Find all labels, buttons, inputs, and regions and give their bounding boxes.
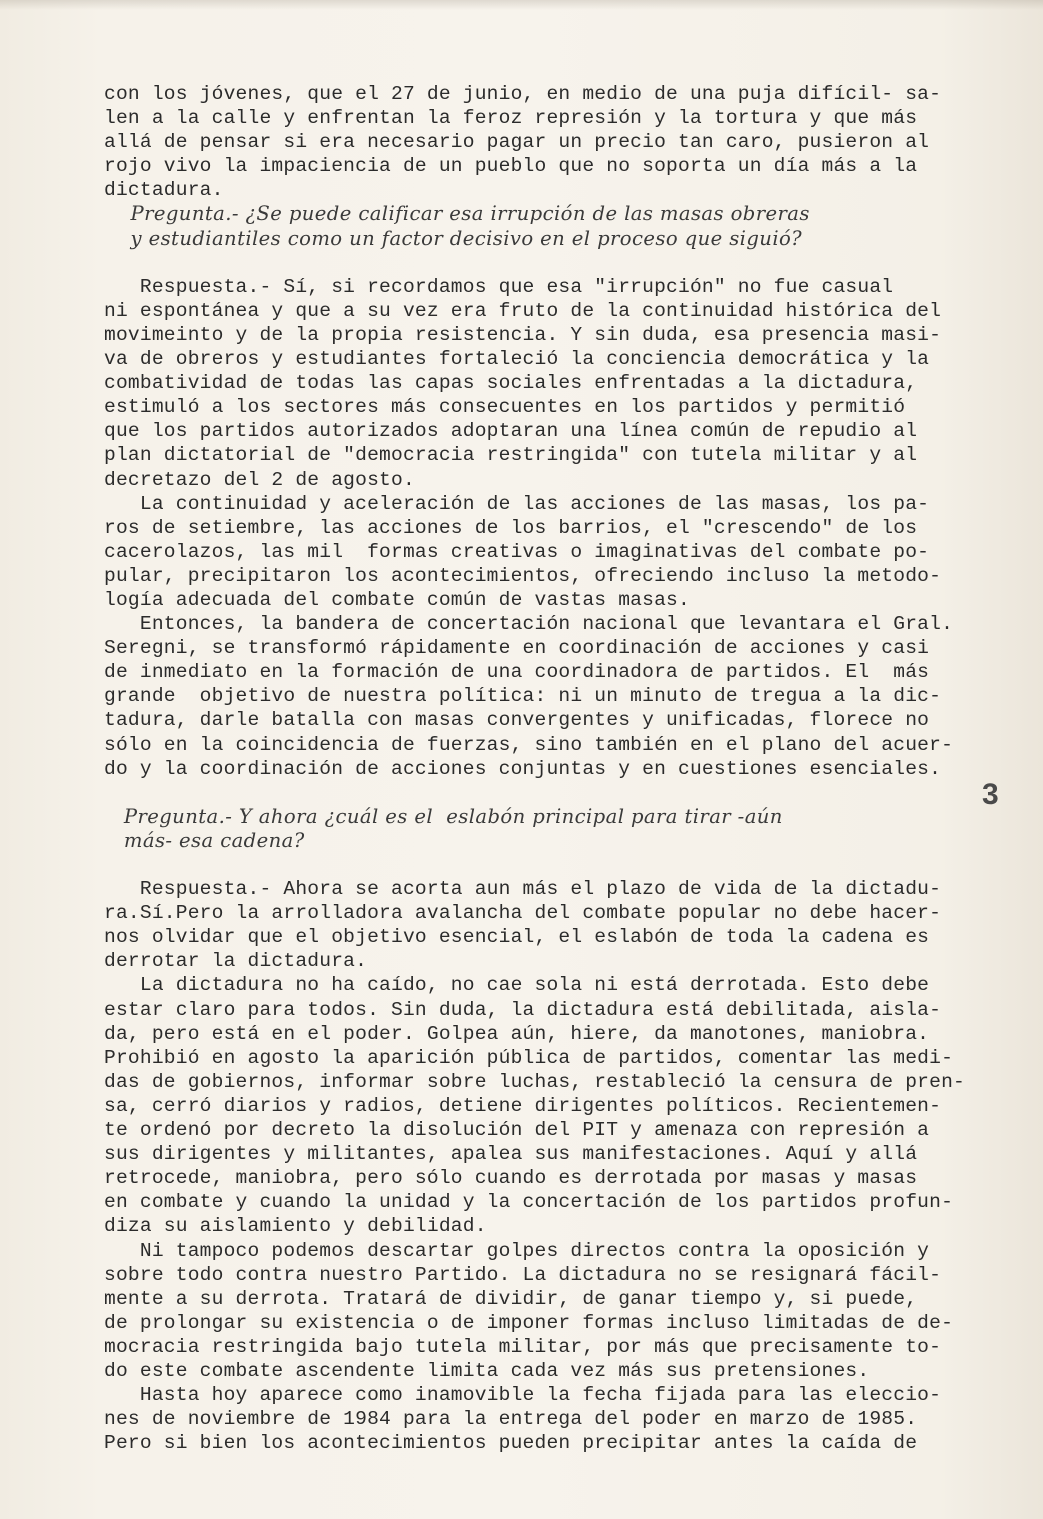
text-line: Respuesta.- Ahora se acorta aun más el plazo de vida de la dictadu- (104, 878, 942, 901)
text-line: Ni tampoco podemos descartar golpes directos contra la oposición y (104, 1239, 930, 1262)
text-line: pular, precipitaron los acontecimientos, ofreciendo incluso la metodo- (104, 564, 942, 587)
text-line: decretazo del 2 de agosto. (104, 468, 415, 491)
text-line: sólo en la coincidencia de fuerzas, sino también en el plano del acuer- (104, 733, 954, 756)
text-line: La continuidad y aceleración de las acciones de las masas, los pa- (104, 492, 930, 515)
text-line: La dictadura no ha caído, no cae sola ni está derrotada. Esto debe (104, 974, 930, 997)
text-line: Seregni, se transformó rápidamente en coordinación de acciones y casi (104, 637, 930, 660)
text-line: va de obreros y estudiantes fortaleció la conciencia democrática y la (104, 348, 930, 371)
page-number: 3 (982, 778, 999, 811)
text-line: Pregunta.- ¿Se puede calificar esa irrupción de las masas obreras (104, 202, 810, 226)
text-line: das de gobiernos, informar sobre luchas, restableció la censura de pren- (104, 1070, 965, 1093)
text-line: movimeinto y de la propia resistencia. Y sin duda, esa presencia masi- (104, 323, 942, 346)
blank-line (104, 853, 964, 877)
answer-block-2 (104, 877, 964, 1455)
text-line: de inmediato en la formación de una coordinadora de partidos. El más (104, 661, 930, 684)
text-line: con los jóvenes, que el 27 de junio, en medio de una puja difícil- sa- (104, 83, 942, 105)
text-line: mente a su derrota. Tratará de dividir, de ganar tiempo y, si puede, (104, 1287, 918, 1310)
text-line: diza su aislamiento y debilidad. (104, 1215, 487, 1238)
text-line: sus dirigentes y militantes, apalea sus manifestaciones. Aquí y allá (104, 1143, 918, 1166)
text-line: Respuesta.- Sí, si recordamos que esa "irrupción" no fue casual (104, 275, 894, 298)
text-line: allá de pensar si era necesario pagar un precio tan caro, pusieron al (104, 131, 930, 154)
text-line: estimuló a los sectores más consecuentes en los partidos y permitió (104, 396, 906, 419)
text-line: más- esa cadena? (104, 828, 305, 852)
text-line: sobre todo contra nuestro Partido. La dictadura no se resignará fácil- (104, 1263, 942, 1286)
text-line: tadura, darle batalla con masas convergentes y unificadas, florece no (104, 709, 930, 732)
text-line: dictadura. (104, 179, 224, 202)
blank-line (104, 781, 964, 805)
answer-block-1 (104, 275, 964, 781)
text-line: ros de setiembre, las acciones de los barrios, el "crescendo" de los (104, 516, 918, 539)
text-line: cacerolazos, las mil formas creativas o imaginativas del combate po- (104, 540, 930, 563)
text-line: da, pero está en el poder. Golpea aún, hiere, da manotones, maniobra. (104, 1022, 930, 1045)
text-line: plan dictatorial de "democracia restringida" con tutela militar y al (104, 444, 918, 467)
text-line: ra.Sí.Pero la arrolladora avalancha del combate popular no debe hacer- (104, 902, 942, 925)
text-line: sa, cerró diarios y radios, detiene dirigentes políticos. Recientemen- (104, 1094, 942, 1117)
text-line: Prohibió en agosto la aparición pública de partidos, comentar las medi- (104, 1046, 954, 1069)
blank-line (104, 251, 964, 275)
text-line: do este combate ascendente limita cada vez más sus pretensiones. (104, 1359, 870, 1382)
text-line: ni espontánea y que a su vez era fruto de la continuidad histórica del (104, 299, 942, 322)
text-line: Pregunta.- Y ahora ¿cuál es el eslabón principal para tirar -aún (104, 804, 783, 828)
text-line: Entonces, la bandera de concertación nacional que levantara el Gral. (104, 613, 954, 636)
text-line: te ordenó por decreto la disolución del PIT y amenaza con represión a (104, 1119, 930, 1142)
text-line: retrocede, maniobra, pero sólo cuando es derrotada por masas y masas (104, 1167, 918, 1190)
text-line: y estudiantiles como un factor decisivo en el proceso que siguió? (104, 226, 803, 250)
text-line: grande objetivo de nuestra política: ni un minuto de tregua a la dic- (104, 685, 942, 708)
text-line: estar claro para todos. Sin duda, la dictadura está debilitada, aisla- (104, 998, 942, 1021)
text-line: en combate y cuando la unidad y la concertación de los partidos profun- (104, 1191, 954, 1214)
text-line: mocracia restringida bajo tutela militar, por más que precisamente to- (104, 1335, 942, 1358)
text-line: de prolongar su existencia o de imponer formas incluso limitadas de de- (104, 1311, 954, 1334)
text-line: logía adecuada del combate común de vastas masas. (104, 588, 690, 611)
text-line: Pero si bien los acontecimientos pueden precipitar antes la caída de (104, 1432, 918, 1455)
question-block-1 (104, 202, 964, 250)
text-line: Hasta hoy aparece como inamovible la fecha fijada para las eleccio- (104, 1384, 942, 1407)
text-line: nos olvidar que el objetivo esencial, el eslabón de toda la cadena es (104, 926, 930, 949)
text-line: que los partidos autorizados adoptaran una línea común de repudio al (104, 420, 918, 443)
text-line: derrotar la dictadura. (104, 950, 368, 973)
text-line: do y la coordinación de acciones conjuntas y en cuestiones esenciales. (104, 757, 942, 780)
text-line: len a la calle y enfrentan la feroz represión y la tortura y que más (104, 107, 918, 130)
text-line: combatividad de todas las capas sociales enfrentadas a la dictadura, (104, 372, 918, 395)
paragraph-block-1 (104, 82, 964, 202)
document-body (104, 82, 964, 1455)
text-line: rojo vivo la impaciencia de un pueblo que no soporta un día más a la (104, 155, 918, 178)
text-line: nes de noviembre de 1984 para la entrega del poder en marzo de 1985. (104, 1408, 918, 1431)
question-block-2 (104, 805, 964, 853)
page-top-edge (0, 0, 1043, 10)
